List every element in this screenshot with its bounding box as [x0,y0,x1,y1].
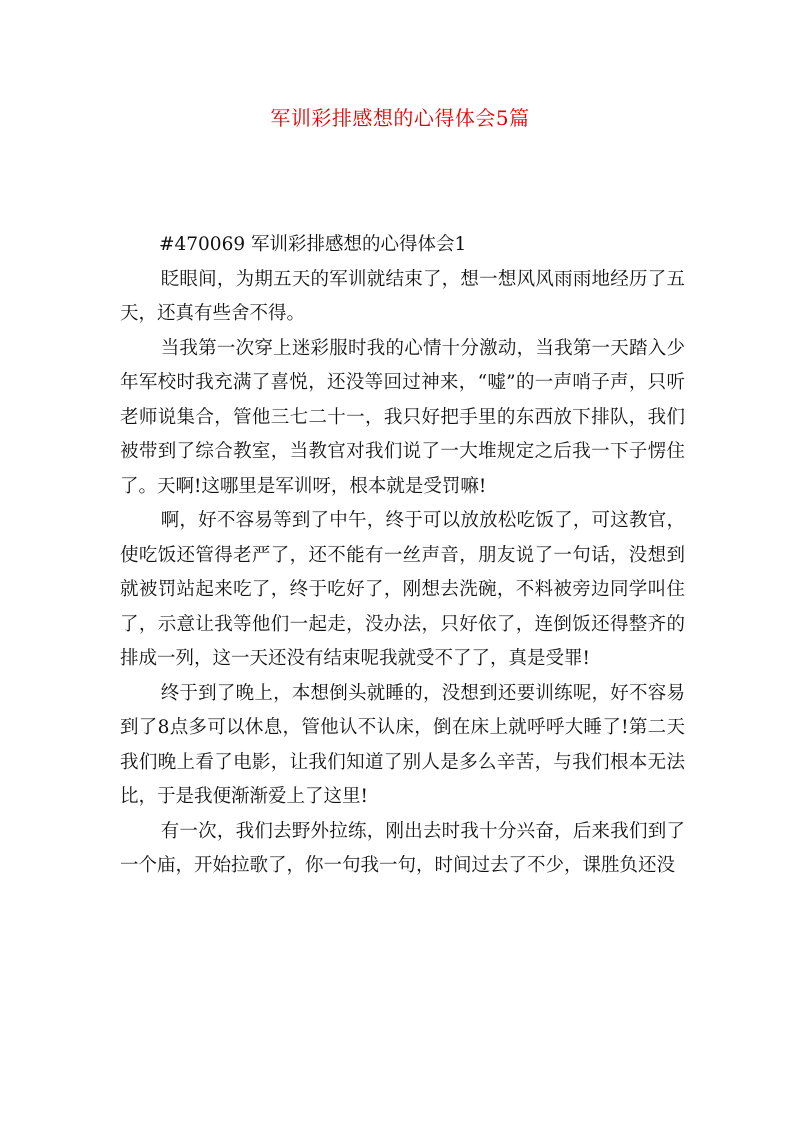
document-title: 军训彩排感想的心得体会5篇 [270,106,530,130]
paragraph-2: 当我第一次穿上迷彩服时我的心情十分激动，当我第一天踏入少年军校时我充满了喜悦，还没等回过神来，“嘘”的一声哨子声，只听老师说集合，管他三七二十一，我只好把手里的东西放下排队，我们被带到了综合教室，当教官对我们说了一大堆规定之后我一下子愣住了。天啊!这哪里是军训呀，根本就是受罚嘛! [120,337,685,497]
paragraph-4: 终于到了晚上，本想倒头就睡的，没想到还要训练呢，好不容易到了8点多可以休息，管他认不认床，倒在床上就呼呼大睡了!第二天我们晚上看了电影，让我们知道了别人是多么辛苦，与我们根本无法比，于是我便渐渐爱上了这里! [120,682,685,807]
paragraph-3: 啊，好不容易等到了中午，终于可以放放松吃饭了，可这教官，使吃饭还管得老严了，还不能有一丝声音，朋友说了一句话，没想到就被罚站起来吃了，终于吃好了，刚想去洗碗，不料被旁边同学叫住了，示意让我等他们一起走，没办法，只好依了，连倒饭还得整齐的排成一列，这一天还没有结束呢我就受不了了，真是受罪! [120,510,685,669]
paragraph-5: 有一次，我们去野外拉练，刚出去时我十分兴奋，后来我们到了一个庙，开始拉歌了，你一句我一句，时间过去了不少，课胜负还没 [120,820,685,876]
document-body [120,228,685,884]
paragraph-1: 眨眼间，为期五天的军训就结束了，想一想风风雨雨地经历了五天，还真有些舍不得。 [120,268,685,324]
section-heading: #470069 军训彩排感想的心得体会1 [159,234,467,255]
